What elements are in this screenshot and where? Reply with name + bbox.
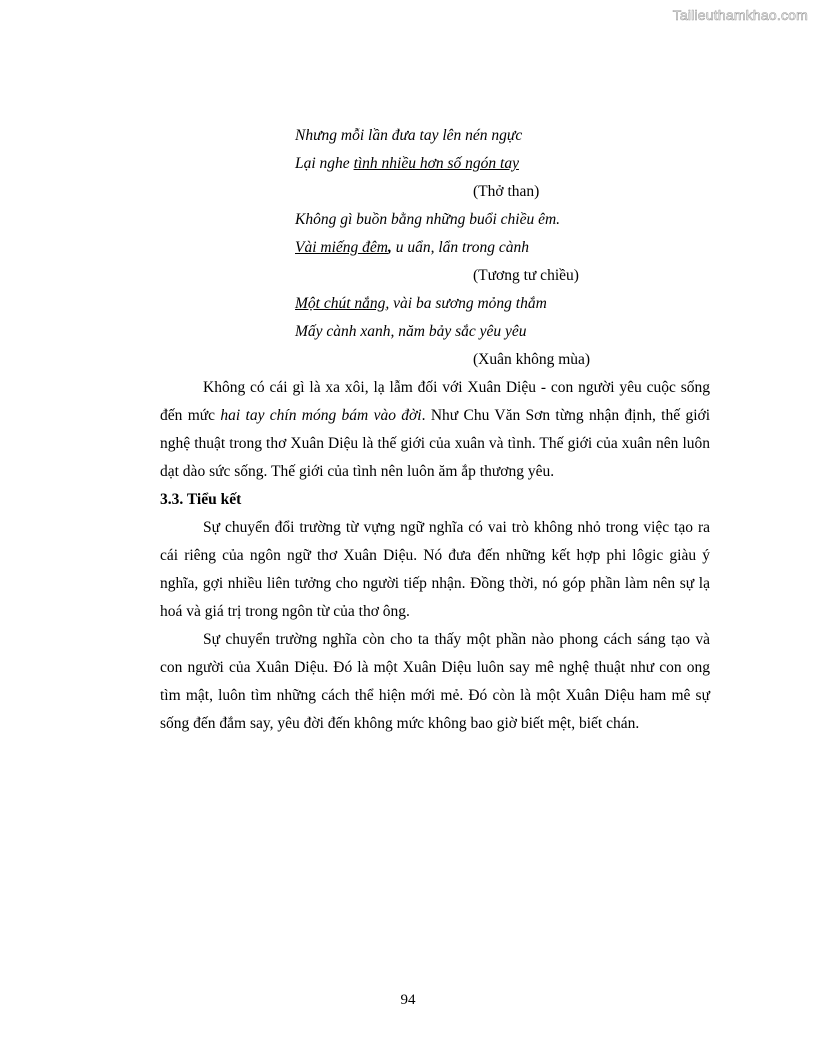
poem-line: [295, 234, 695, 262]
watermark: Tailieuthamkhao.com: [672, 7, 808, 23]
poem-source: (Thở than): [473, 183, 540, 200]
poem-line: Nhưng mỗi lần đưa tay lên nén ngực: [295, 127, 523, 144]
body-text: [160, 374, 710, 738]
bold-comma: ,: [387, 239, 392, 256]
paragraph-text: . Như Chu Văn Sơn từng nhận định, thế giới nghệ thuật trong thơ Xuân Diệu là thế giới của xuân và tình. Thế giới của xuân nên luôn dạt dào sức sống. Thế giới của tình nên luôn ăm ắp thương yêu.: [160, 407, 711, 480]
poem-line: [295, 150, 695, 178]
paragraph: Sự chuyển đổi trường từ vựng ngữ nghĩa có vai trò không nhỏ trong việc tạo ra cái riêng của ngôn ngữ thơ Xuân Diệu. Nó đưa đến những kết hợp phi lôgic giàu ý nghĩa, gợi nhiều liên tưởng cho người tiếp nhận. Đồng thời, nó góp phần làm nên sự lạ hoá và giá trị trong ngôn từ của thơ ông.: [160, 519, 710, 620]
paragraph: [160, 374, 710, 486]
poem-text: u uẩn, lẩn trong cành: [391, 239, 530, 256]
poem-line: Mấy cành xanh, năm bảy sắc yêu yêu: [295, 323, 527, 340]
poem-line: [295, 290, 695, 318]
paragraph-text: Không có cái gì là xa xôi, lạ lẫm đối với Xuân Diệu - con người yêu cuộc sống đến mức: [160, 379, 710, 424]
page-number: 94: [400, 992, 416, 1008]
underlined-phrase: Một chút nắng: [295, 295, 386, 312]
poem-text: , vài ba sương mỏng thắm: [385, 295, 547, 312]
underlined-phrase: Vài miếng đêm: [295, 239, 388, 256]
section-heading: 3.3. Tiểu kết: [160, 491, 242, 508]
underlined-phrase: tình nhiều hơn số ngón tay: [353, 155, 519, 172]
poem-line: Không gì buồn bằng những buổi chiều êm.: [295, 211, 561, 228]
poem-excerpt: [295, 122, 695, 374]
poem-text: Lại nghe: [295, 155, 354, 172]
paragraph: Sự chuyển trường nghĩa còn cho ta thấy một phần nào phong cách sáng tạo và con người của Xuân Diệu. Đó là một Xuân Diệu luôn say mê nghệ thuật như con ong tìm mật, luôn tìm những cách thể hiện mới mẻ. Đó còn là một Xuân Diệu ham mê sự sống đến đắm say, yêu đời đến không mức không bao giờ biết mệt, biết chán.: [160, 631, 710, 732]
italic-quote: hai tay chín móng bám vào đời: [220, 407, 422, 424]
poem-source: (Tương tư chiều): [473, 267, 579, 284]
poem-source: (Xuân không mùa): [473, 351, 591, 368]
